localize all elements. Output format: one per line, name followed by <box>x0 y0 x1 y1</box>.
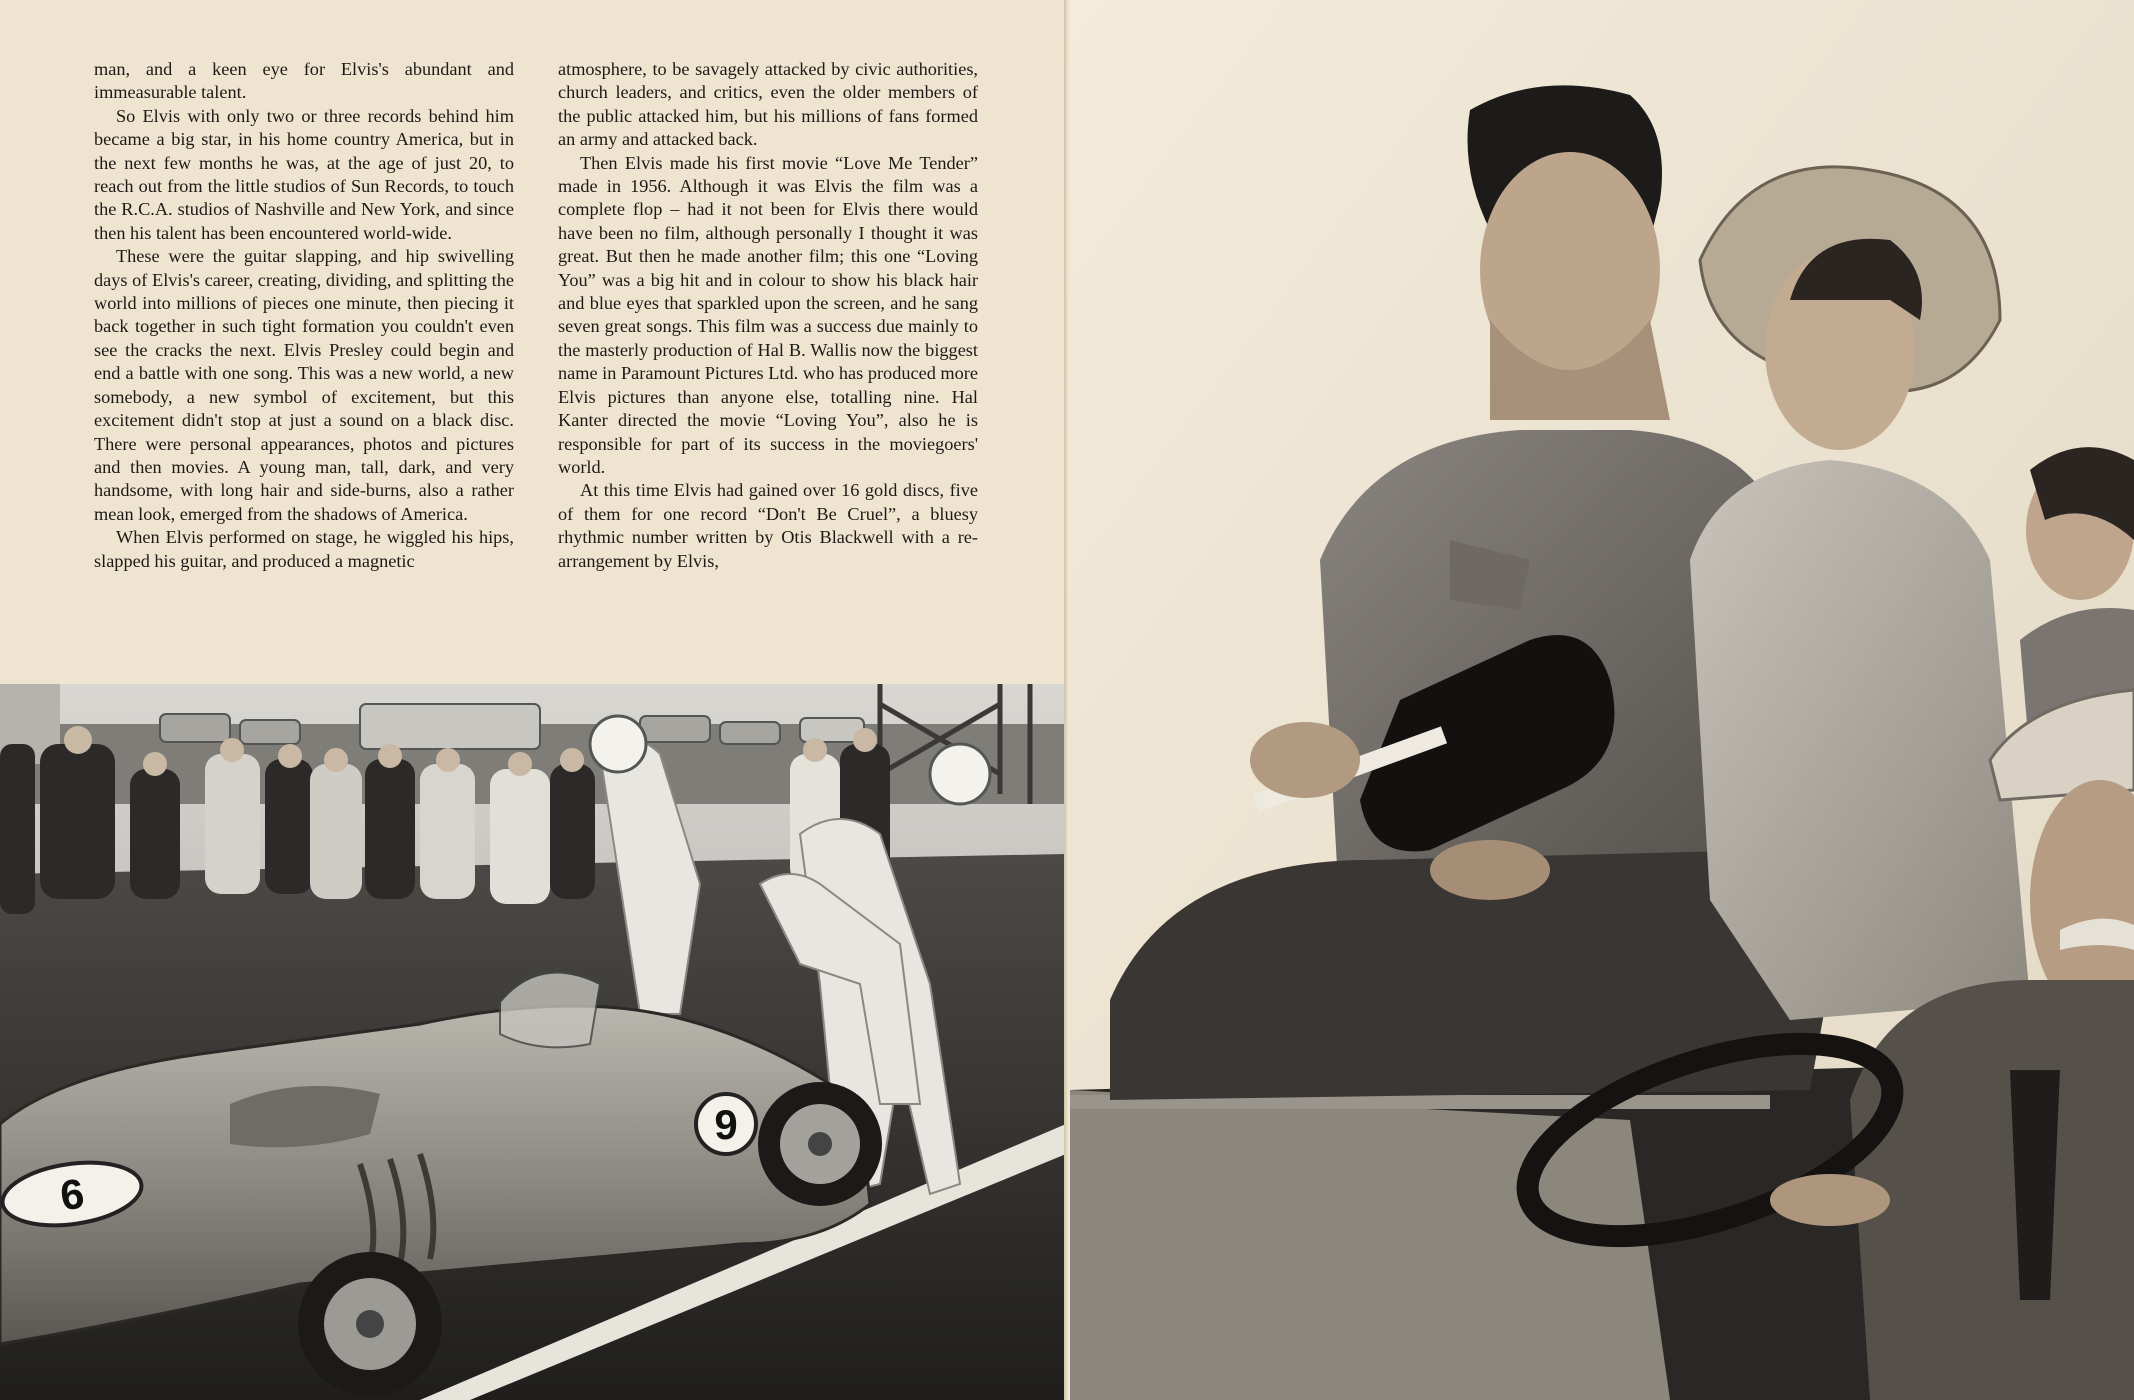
right-page <box>1070 0 2134 1400</box>
left-page <box>0 0 1066 1400</box>
paragraph: These were the guitar slapping, and hip swivelling days of Elvis's career, creating, dividing, and splitting the world into millions of pieces one minute, then piecing it back together in such tight formation you couldn't even see the cracks the next. Elvis Presley could begin and end a battle with one song. This was a new world, a new somebody, a new symbol of excitement, but this excitement didn't stop at just a sound on a black disc. There were personal appearances, photos and pictures and then movies. A young man, tall, dark, and very handsome, with long hair and side-burns, also a rather mean look, emerged from the shadows of America. <box>94 246 514 524</box>
car-number-hood: 9 <box>57 1169 87 1220</box>
race-car-photo <box>0 684 1066 1400</box>
paragraph: Then Elvis made his first movie “Love Me Tender” made in 1956. Although it was Elvis the film was a complete flop – had it not been for Elvis there would have been no film, although personally I thought it was great. But then he made another film; this one “Loving You” was a big hit and in colour to show his black hair and blue eyes that sparkled upon the screen, and he sang seven great songs. This film was a success due mainly to the masterly production of Hal B. Wallis now the biggest name in Paramount Pictures Ltd. who has produced more Elvis pictures than anyone else, totalling nine. Hal Kanter directed the movie “Loving You”, also he is responsible for part of its success in the moviegoers' world. <box>558 152 978 477</box>
paragraph: When Elvis performed on stage, he wiggled his hips, slapped his guitar, and produced a magnetic <box>94 527 514 571</box>
paragraph: At this time Elvis had gained over 16 gold discs, five of them for one record “Don't Be Cruel”, a bluesy rhythmic number written by Otis Blackwell with a re-arrangement by Elvis, <box>558 480 978 571</box>
paragraph: man, and a keen eye for Elvis's abundant and immeasurable talent. <box>94 59 514 103</box>
film-still-photo <box>1070 0 2134 1400</box>
paragraph: atmosphere, to be savagely attacked by civic authorities, church leaders, and critics, even the older members of the public attacked him, but his millions of fans formed an army and attacked back. <box>558 59 978 150</box>
text-column-1 <box>94 58 514 573</box>
car-number-side: 9 <box>714 1101 738 1148</box>
text-column-2 <box>558 58 978 573</box>
paragraph: So Elvis with only two or three records behind him became a big star, in his home country America, but in the next few months he was, at the age of just 20, to reach out from the little studios of Sun Records, to touch the R.C.A. studios of Nashville and New York, and since then his talent has been encountered world-wide. <box>94 105 514 243</box>
